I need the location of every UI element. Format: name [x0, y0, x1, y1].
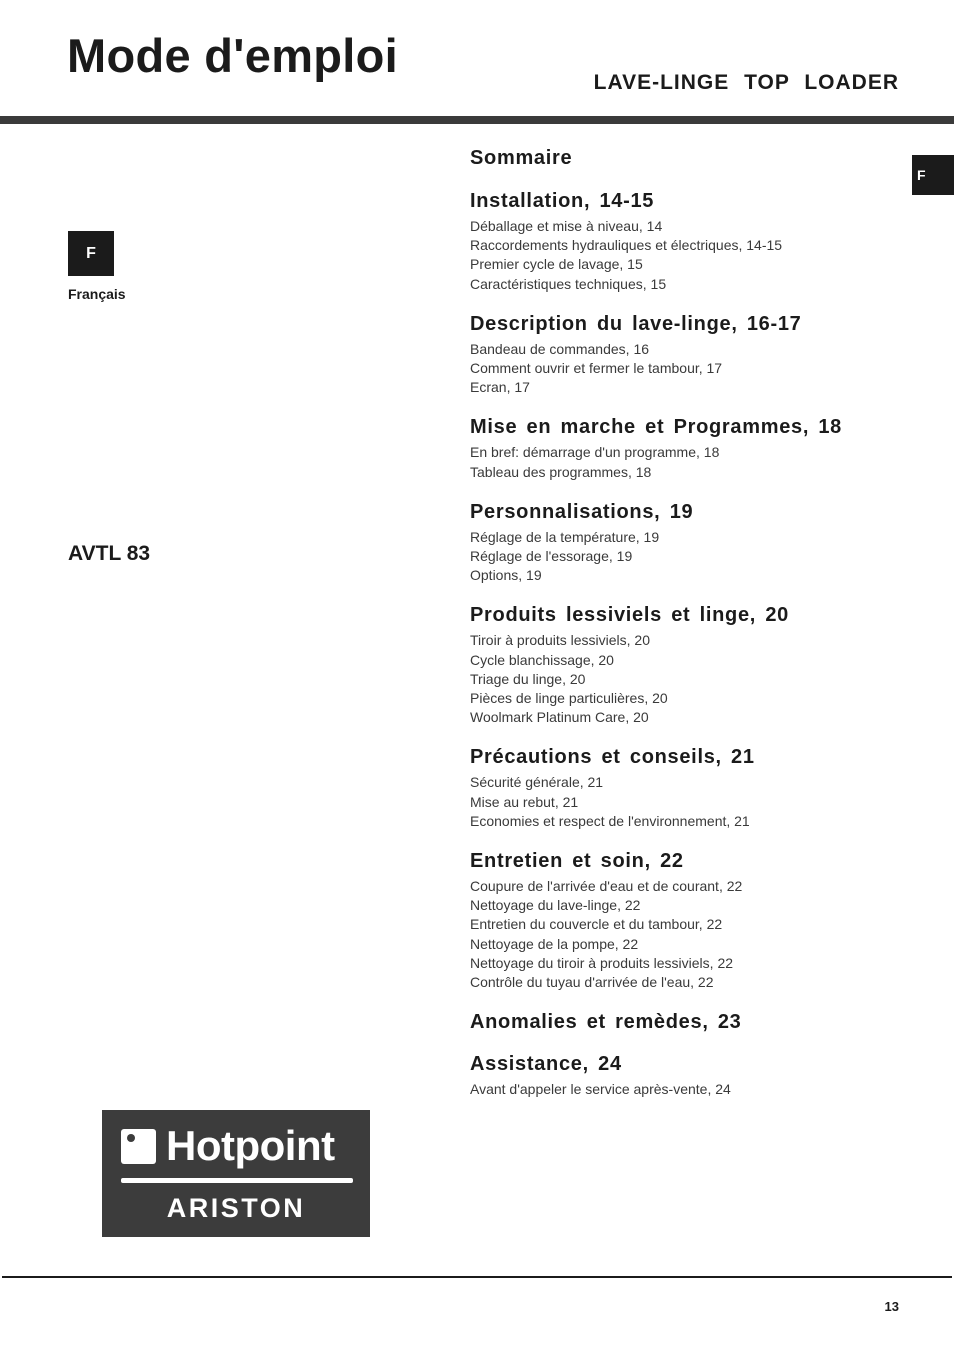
toc-item: Nettoyage du tiroir à produits lessiviels, 22 [470, 954, 734, 971]
toc-item: Contrôle du tuyau d'arrivée de l'eau, 22 [470, 974, 714, 991]
toc-item: Comment ouvrir et fermer le tambour, 17 [470, 360, 723, 377]
header-divider [0, 116, 954, 124]
toc-item: Mise au rebut, 21 [470, 793, 579, 810]
toc-section-programmes [470, 415, 910, 481]
toc-section-title: Précautions et conseils, 21 [470, 746, 755, 769]
toc-item: Sécurité générale, 21 [470, 774, 604, 791]
toc-item: Triage du linge, 20 [470, 670, 586, 687]
toc-section-title: Description du lave-linge, 16-17 [470, 312, 802, 335]
toc-item: Coupure de l'arrivée d'eau et de courant, 22 [470, 878, 743, 895]
toc-item: Avant d'appeler le service après-vente, 24 [470, 1081, 731, 1098]
toc-item: Tiroir à produits lessiviels, 20 [470, 632, 650, 649]
toc-item: Réglage de la température, 19 [470, 528, 660, 545]
toc-item: Cycle blanchissage, 20 [470, 651, 614, 668]
toc-item: Déballage et mise à niveau, 14 [470, 218, 663, 234]
toc-section-title: Mise en marche et Programmes, 18 [470, 416, 842, 439]
logo-brand-text: Hotpoint [166, 1122, 335, 1169]
toc-section-title: Personnalisations, 19 [470, 500, 694, 523]
toc-section-produits [470, 603, 910, 727]
toc-section-precautions [470, 745, 910, 831]
toc-item: Raccordements hydrauliques et électriques, 14-15 [470, 237, 783, 254]
toc-section-title: Installation, 14-15 [470, 190, 655, 212]
toc-section-description [470, 312, 910, 398]
toc-section-title: Entretien et soin, 22 [470, 850, 684, 873]
language-label: Français [68, 286, 126, 302]
toc-item: Premier cycle de lavage, 15 [470, 256, 643, 273]
table-of-contents [470, 146, 910, 1117]
toc-item: Options, 19 [470, 567, 542, 584]
toc-section-anomalies [470, 1010, 910, 1034]
model-number: AVTL 83 [68, 542, 151, 565]
toc-heading: Sommaire [470, 147, 573, 169]
toc-section-title: Anomalies et remèdes, 23 [470, 1011, 742, 1034]
toc-item: Bandeau de commandes, 16 [470, 340, 650, 357]
toc-item: Woolmark Platinum Care, 20 [470, 709, 649, 726]
toc-item: Tableau des programmes, 18 [470, 463, 652, 480]
toc-section-entretien [470, 849, 910, 992]
toc-item: Pièces de linge particulières, 20 [470, 690, 668, 707]
toc-item: Ecran, 17 [470, 379, 530, 396]
logo-divider [121, 1178, 353, 1183]
page-number: 13 [884, 1299, 899, 1314]
toc-item: Nettoyage de la pompe, 22 [470, 935, 639, 952]
toc-item: Caractéristiques techniques, 15 [470, 275, 667, 292]
document-title: Mode d'emploi [67, 29, 399, 82]
toc-item: Réglage de l'essorage, 19 [470, 548, 633, 565]
language-side-tab: F [912, 155, 954, 195]
toc-section-installation [470, 189, 910, 294]
footer-divider [2, 1276, 952, 1278]
toc-item: Entretien du couvercle et du tambour, 22 [470, 916, 723, 933]
language-badge: F [68, 231, 114, 276]
document-subtitle: LAVE-LINGE TOP LOADER [593, 71, 899, 94]
toc-item: Economies et respect de l'environnement, 21 [470, 812, 750, 829]
toc-section-title: Produits lessiviels et linge, 20 [470, 604, 789, 627]
logo-sub-text: ARISTON [166, 1193, 306, 1223]
toc-section-title: Assistance, 24 [470, 1053, 622, 1076]
logo-square-icon [121, 1129, 156, 1164]
toc-item: Nettoyage du lave-linge, 22 [470, 897, 641, 914]
toc-section-personnalisations [470, 500, 910, 586]
brand-logo [102, 1110, 370, 1237]
toc-item: En bref: démarrage d'un programme, 18 [470, 444, 720, 461]
toc-section-assistance [470, 1052, 910, 1099]
